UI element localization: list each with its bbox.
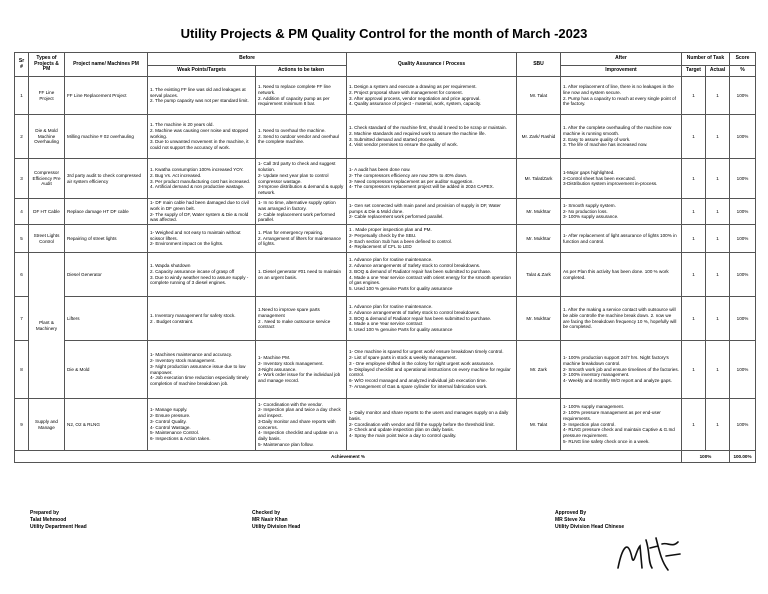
header-actions: Actions to be taken [256,66,347,77]
row-sbu: Mr. Mukhtar [517,297,561,341]
row-target: 1 [682,199,706,225]
document-title: Utility Projects & PM Quality Control for the month of March -2023 [180,26,588,41]
row-srno: 3 [15,159,29,199]
header-weak-points: Weak Points/Targets [148,66,256,77]
row-project: Repairing of street lights [65,225,148,253]
row-sbu: Mr. Talat [517,399,561,451]
checked-by-block [252,510,300,530]
prepared-by-name: Talat Mehmood [30,516,67,523]
row-qa: 1- Daily monitor and share reports to the users and manages supply on a daily basis. 2- Coordination with vendor and fill the supply before the threshold limit. 3- Check and update inspection plan on daily basis. 4- Spray the main point twice a day to control quality. [347,399,517,451]
row-sbu: Talat & Zark [517,253,561,297]
row-actions: 1- Call 3rd party to check and suggest solution. 2- Update next year plan to control compressor wastage. 3-Improve distribution & demand & supply network. [256,159,347,199]
row-project: 3rd party audit to check compressed air system efficiency [65,159,148,199]
row-improvement: 1- 100% production support 24/7 hrs. Night factory's machine breakdown control. 2- Smooth work job and ensure timelines of the factories. 3- 100% inventory management. 4- Weekly and monthly W/O report and analyze gaps. [561,341,682,399]
row-score: 100% [730,199,756,225]
table-row [15,115,756,159]
prepared-by-caption: Prepared by [30,510,59,516]
row-type: Supply and Manage [29,399,65,451]
row-srno: 7 [15,297,29,341]
row-target: 1 [682,225,706,253]
row-target: 1 [682,159,706,199]
row-weak-points: 1. Kwatha consumption 100% increased YOY. 2. Bug Vs. Act increased. 3. Per product manufacturing cost has increased. 4. Artificial demand & non productive wastage. [148,159,256,199]
header-improvement: Improvement [561,66,682,77]
row-type: Street Lights Control [29,225,65,253]
row-srno: 9 [15,399,29,451]
quality-control-table [14,52,756,463]
table-row [15,253,756,297]
row-project: Lifters [65,297,148,341]
checked-by-role: Utility Division Head [252,523,301,530]
row-srno: 2 [15,115,29,159]
row-improvement: As per Plan this activity has been done. 100 % work completed. [561,253,682,297]
header-target: Target [682,66,706,77]
row-improvement: 1. After the making a service contact with outsource will be able controlle the machine break down. 2. now we are facing the breakdown frequency 10 %, hopefully will be completed. [561,297,682,341]
row-actions: 1. Need to replace complete FF line network. 2. Addition of capacity pump as per requirement minimum 8 bar. [256,77,347,115]
table-row [15,297,756,341]
row-target: 1 [682,341,706,399]
row-qa: 1- A audit has been done now. 2- The compressors efficiency are now 30% to 40% down. 3- Need compressors replacement as per auditor suggestion. 4- The compressors replacement project will be added in 2024 CAPEX. [347,159,517,199]
table-row [15,399,756,451]
row-srno: 8 [15,341,29,399]
row-qa: 1- Gen set connected with main panel and provision of supply in DF, Water pumps & Die & Mold done. 2- Cable replacement work performed parallel. [347,199,517,225]
row-improvement: 1. After replacement of line, there is no leakages in the line now and system secure. 2. Pump has a capacity to reach at every single point of the factory. [561,77,682,115]
row-target: 1 [682,399,706,451]
checked-by-name: MR Nasir Khan [252,516,288,523]
row-weak-points: 1- Machines maintenance and accuracy. 2- Inventory stock management. 3- Night production assurance issue due to low manpower. 4- Job execution time reduction especially timely completion of machine breakdown job. [148,341,256,399]
header-type: Types of Projects & PM [29,53,65,77]
header-srno: Sr # [15,53,29,77]
row-score: 100% [730,225,756,253]
row-sbu: Mr. Talat [517,77,561,115]
prepared-by-role: Utility Department Head [30,523,87,530]
row-type: DF HT Cable [29,199,65,225]
table-row [15,77,756,115]
row-actions: 1. Need to overhaul the machine. 2. Send to outdoor vendor and overhaul the complete machine. [256,115,347,159]
row-actual: 1 [706,225,730,253]
row-type: FF Line Project [29,77,65,115]
row-qa: 1. Design a system and execute a drawing as per requirement. 2. Project proposal share with management for consent. 3. After approval process, vendor negotiation and price approval. 4. Quality assurance of project - material, work, system, capacity. [347,77,517,115]
row-sbu: Mr. Talat/Zark [517,159,561,199]
row-srno: 5 [15,225,29,253]
row-target: 1 [682,253,706,297]
row-improvement: 1-Major gaps highlighted. 2-Control sheet has been executed. 3-Distribution system improvement in-process. [561,159,682,199]
row-qa: 1. Advance plan for routine maintenance. 2. Advance arrangements of Safety stock to control breakdowns. 3. BOQ & demand of Radiator repair has been submitted to purchase. 4. Made a one Year service contract 5. Used 100 % genuine Parts for quality assurance [347,297,517,341]
row-qa: 1 . Made proper inspection plan and PM. 2- Perpetually check by the SBU. 3- Each section Sub has a been defined to control. 4- Replacement of CFL to LED [347,225,517,253]
row-type: Compressor Efficiency Pre Audit [29,159,65,199]
row-actual: 1 [706,341,730,399]
table-row [15,199,756,225]
row-target: 1 [682,297,706,341]
row-actual: 1 [706,399,730,451]
row-type: Die & Mold Machine Overhauling [29,115,65,159]
approved-by-caption: Approved By [555,510,587,516]
row-weak-points: 1. The existing FF line was old and leakages at serval places. 2. The pump capacity was not per standard limit. [148,77,256,115]
header-num-task: Number of Task [682,53,730,66]
row-weak-points: 1. The machine is 20 years old. 2. Machine was causing over noise and stopped working. 3. Due to unwanted movement in the machine, it could not support the accuracy of work. [148,115,256,159]
row-weak-points: 1. Wapda shutdown 2. Capacity assurance incase of grasp off 3. Due to windy weather need to assure supply - complete running of 3 diesel engines. [148,253,256,297]
row-improvement: 1- After replacement of light assurance of lights 100% in function and control. [561,225,682,253]
row-weak-points: 1- Weighed and not easy to maintain without scissor lifters. 2- Environment impact on the lights. [148,225,256,253]
achievement-label: Achievement % [15,451,682,463]
row-actual: 1 [706,297,730,341]
row-project: Replace damage HT DF cable [65,199,148,225]
approved-by-name: MR Steve Xu [555,516,586,523]
prepared-by-block [30,510,87,530]
row-srno: 4 [15,199,29,225]
row-score: 100% [730,115,756,159]
header-before: Before [148,53,347,66]
row-actual: 1 [706,77,730,115]
row-target: 1 [682,77,706,115]
row-actual: 1 [706,199,730,225]
table-row [15,341,756,399]
row-actual: 1 [706,159,730,199]
row-score: 100% [730,77,756,115]
row-actions: 1- Machine PM. 2- Inventory stock management. 3-Night assurance. 4- Work order issue for the individual job and manage record. [256,341,347,399]
row-srno: 1 [15,77,29,115]
row-actions: 1- Coordination with the vendor. 2- Inspection plan and twice a day check and inspect. 3-Daily monitor and share reports with concerns. 4- Inspection checklist and update on a daily basis. 5- Maintenance plan follow. [256,399,347,451]
row-sbu: Mr. Zark/ Rashid [517,115,561,159]
row-actual: 1 [706,253,730,297]
handwritten-signature [612,528,684,576]
header-score: Score [730,53,756,66]
row-qa: 1. Check standard of the machine first, should it need to be scrap or maintain. 2. Machine standards and required work to assure the machine life. 3. Submitted demand and started process. 4. Visit vendor premises to ensure the quality of work. [347,115,517,159]
row-actions: 1.Need to improve spare parts management 2 . Need to make outsource service contract [256,297,347,341]
row-actions: 1- In no time, alternative supply option was arranged in factory. 2- Cable replacement work performed parallel. [256,199,347,225]
row-project: Diesel Generator [65,253,148,297]
row-srno: 6 [15,253,29,297]
row-weak-points: 1- Manage supply. 2- Ensure pressure. 3- Control Quality. 4- Control Wastage. 5- Maintenance Control. 6- Inspections & Action taken. [148,399,256,451]
row-improvement: 1- Smooth supply system. 2- No production loss. 3- 100% supply assurance. [561,199,682,225]
approved-by-role: Utility Division Head Chinese [555,523,625,530]
row-actions: 1. Plan for emergency repairing. 2. Arrangement of lifters for maintenance of lights. [256,225,347,253]
row-sbu: Mr. Mukhtar [517,225,561,253]
row-actual: 1 [706,115,730,159]
row-sbu: Mr. Zark [517,341,561,399]
row-project: FF Line Replacement Project [65,77,148,115]
row-type: Plant & Machinery [29,253,65,399]
table-row [15,159,756,199]
header-project: Project name/ Machines PM [65,53,148,77]
row-actions: 1. Diesel generator #01 need to maintain on an urgent basis. [256,253,347,297]
row-score: 100% [730,159,756,199]
row-project: N2, O2 & RLNG [65,399,148,451]
row-target: 1 [682,115,706,159]
achievement-score: 100.00% [730,451,756,463]
row-score: 100% [730,399,756,451]
row-weak-points: 1. Inventory management for safety stock. 2 . Budget constraint. [148,297,256,341]
row-qa: 1- One machine is spared for urgent work/ ensure breakdown timely control. 2- List of spare parts in stock & weekly management. 3 - One employee shifted in the colony for night urgent work assurance. 5- Displayed checklist and operational instructions on every machine for regular control. 6- W/O record managed and analyzed individual job execution time. 7- Arrangement of Gas & spare cylinder for internal fabrication work. [347,341,517,399]
row-score: 100% [730,341,756,399]
checked-by-caption: Checked by [252,510,281,516]
achievement-target: 100% [682,451,730,463]
row-score: 100% [730,253,756,297]
row-improvement: 1. After the complete overhauling of the machine now machine is running smooth. 2. Easy to assure quality of work. 3. The life of machine has increased now. [561,115,682,159]
header-qa: Quality Assurance / Process [347,53,517,77]
header-sbu: SBU [517,53,561,77]
row-score: 100% [730,297,756,341]
table-row [15,225,756,253]
row-project: Die & Mold [65,341,148,399]
header-percent: % [730,66,756,77]
row-sbu: Mr. Mukhtar [517,199,561,225]
row-weak-points: 1- DF main cable had been damaged due to civil work in DF green belt. 2- The supply of DF, Water system & Die & mold was affected. [148,199,256,225]
header-actual: Actual [706,66,730,77]
achievement-row [15,451,756,463]
header-after: After [561,53,682,66]
row-project: Milling machine # 02 overhauling [65,115,148,159]
row-improvement: 1- 100% supply management. 2- 100% pressure management as per end-user requirements. 3- Inspection plan control. 4- RLNG pressure check and maintain Captive & G.Ind pressure requirement. 5- RLNG line safety check once in a week. [561,399,682,451]
row-qa: 1. Advance plan for routine maintenance. 2. Advance arrangements of Safety stock to control breakdowns. 3. BOQ & demand of Radiator repair has been submitted to purchase. 4. Made a one Year service contract with orient energy for the smooth operation of gas engines. 5. Used 100 % genuine Parts for quality assurance [347,253,517,297]
